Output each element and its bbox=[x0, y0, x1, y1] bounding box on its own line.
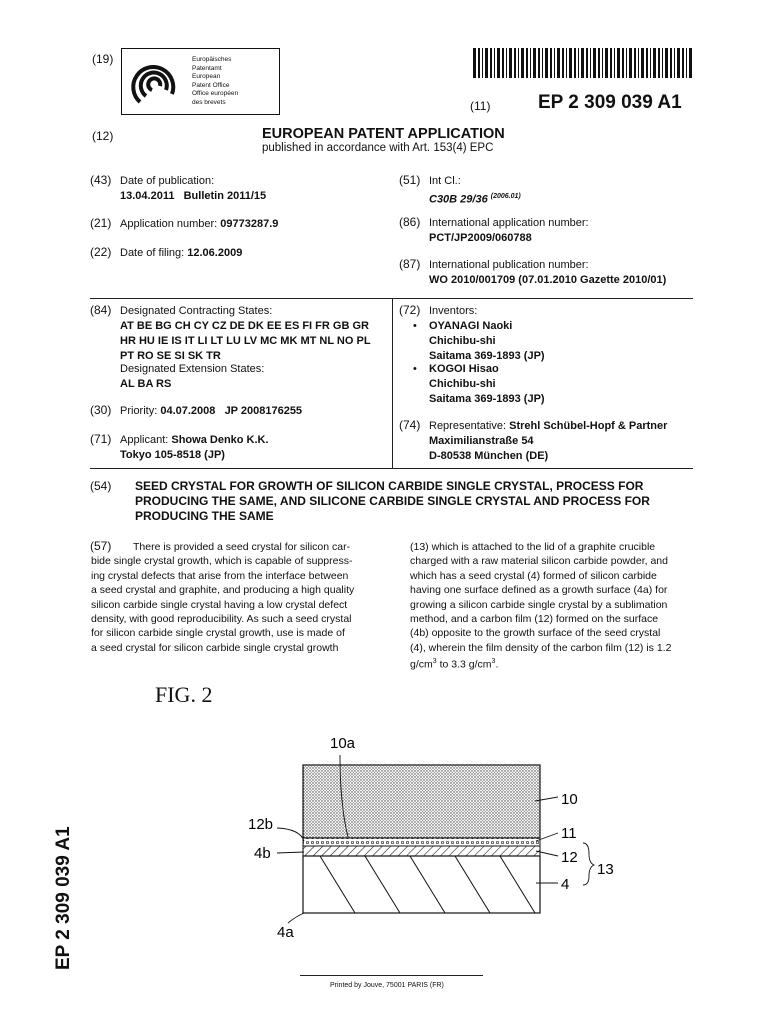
barcode-bar bbox=[622, 48, 624, 78]
representative: Representative: Strehl Schübel-Hopf & Partner bbox=[429, 420, 668, 432]
barcode-bar bbox=[598, 48, 600, 78]
epo-office-names: Europäisches Patentamt European Patent Office Office européen des brevets bbox=[192, 56, 239, 106]
designated-states-line-2: HR HU IE IS IT LI LT LU LV MC MK MT NL NO PL bbox=[120, 335, 371, 347]
barcode-bar bbox=[526, 48, 528, 78]
designated-states-line-3: PT RO SE SI SK TR bbox=[120, 350, 221, 362]
inid-11: (11) bbox=[470, 99, 491, 113]
application-number: Application number: 09773287.9 bbox=[120, 218, 279, 230]
invention-title: SEED CRYSTAL FOR GROWTH OF SILICON CARBIDE SINGLE CRYSTAL, PROCESS FOR PRODUCING THE SAME, AND SILICONE CARBIDE SINGLE CRYSTAL AND PROCESS FOR PRODUCING THE SAME bbox=[135, 479, 650, 523]
barcode-bar bbox=[473, 48, 476, 78]
filing-date: Date of filing: 12.06.2009 bbox=[120, 247, 243, 259]
inid-54: (54) bbox=[90, 479, 112, 493]
side-publication-number: EP 2 309 039 A1 bbox=[53, 826, 74, 970]
inid-57: (57) bbox=[90, 539, 112, 553]
inid-71: (71) bbox=[90, 432, 112, 446]
document-subtitle: published in accordance with Art. 153(4) EPC bbox=[262, 142, 494, 154]
abstract-right-column: (13) which is attached to the lid of a graphite crucible charged with a raw material silicon carbide powder, and which has a seed crystal (4) formed of silicon carbide having one surface defined as a growth surface (4a) for growing a silicon carbide single crystal by a sublimation method, and a carbon film (12) formed on the surface (4b) opposite to the growth surface of the seed crystal (4), wherein the film density of the carbon film (12) is 1.2 $g/cm^3$ to 3.3 $g/cm^3$. bbox=[410, 540, 695, 672]
barcode-bar bbox=[569, 48, 572, 78]
publication-number: EP 2 309 039 A1 bbox=[538, 92, 682, 113]
barcode-bar bbox=[610, 48, 612, 78]
inventor-address: Saitama 369-1893 (JP) bbox=[429, 393, 545, 405]
barcode-bar bbox=[665, 48, 668, 78]
barcode-bar bbox=[578, 48, 579, 78]
barcode-bar bbox=[634, 48, 636, 78]
inid-74: (74) bbox=[399, 418, 421, 432]
barcode-bar bbox=[538, 48, 540, 78]
inventor-name: KOGOI Hisao bbox=[429, 363, 499, 375]
barcode bbox=[473, 48, 693, 78]
barcode-bar bbox=[542, 48, 543, 78]
barcode-bar bbox=[554, 48, 555, 78]
applicant: Applicant: Showa Denko K.K. bbox=[120, 434, 269, 446]
inid-51: (51) bbox=[399, 173, 421, 187]
ref-12b: 12b bbox=[248, 816, 274, 833]
barcode-bar bbox=[614, 48, 615, 78]
representative-city: D-80538 München (DE) bbox=[429, 450, 549, 462]
printer-note: Printed by Jouve, 75001 PARIS (FR) bbox=[330, 982, 444, 989]
inid-43: (43) bbox=[90, 173, 112, 187]
barcode-bar bbox=[638, 48, 639, 78]
figure-2-diagram bbox=[240, 725, 640, 950]
barcode-bar bbox=[502, 48, 504, 78]
barcode-bar bbox=[617, 48, 620, 78]
barcode-bar bbox=[506, 48, 507, 78]
barcode-bar bbox=[593, 48, 596, 78]
inventor-address: Saitama 369-1893 (JP) bbox=[429, 350, 545, 362]
inid-84: (84) bbox=[90, 303, 112, 317]
barcode-bar bbox=[518, 48, 519, 78]
inid-21: (21) bbox=[90, 216, 112, 230]
barcode-bar bbox=[478, 48, 480, 78]
ref-13: 13 bbox=[597, 861, 614, 878]
inid-87: (87) bbox=[399, 257, 421, 271]
ref-4: 4 bbox=[561, 876, 570, 893]
extension-states: AL BA RS bbox=[120, 378, 172, 390]
barcode-bar bbox=[514, 48, 516, 78]
barcode-bar bbox=[605, 48, 608, 78]
footer-divider bbox=[300, 975, 483, 976]
inventor-city: Chichibu-shi bbox=[429, 335, 496, 347]
barcode-bar bbox=[653, 48, 656, 78]
designated-states-line-1: AT BE BG CH CY CZ DE DK EE ES FI FR GB GR bbox=[120, 320, 369, 332]
barcode-bar bbox=[482, 48, 483, 78]
intl-publication-number: WO 2010/001709 (07.01.2010 Gazette 2010/01) bbox=[429, 274, 667, 286]
barcode-bar bbox=[574, 48, 576, 78]
figure-label: FIG. 2 bbox=[155, 682, 213, 707]
barcode-bar bbox=[557, 48, 560, 78]
barcode-bar bbox=[550, 48, 552, 78]
ref-11: 11 bbox=[561, 825, 577, 842]
barcode-bar bbox=[521, 48, 524, 78]
inid-30: (30) bbox=[90, 403, 112, 417]
inventor-city: Chichibu-shi bbox=[429, 378, 496, 390]
barcode-bar bbox=[682, 48, 684, 78]
barcode-bar bbox=[650, 48, 651, 78]
epo-logo-box bbox=[121, 48, 280, 115]
barcode-bar bbox=[494, 48, 495, 78]
publication-date-label: Date of publication: bbox=[120, 175, 215, 187]
barcode-bar bbox=[533, 48, 536, 78]
barcode-bar bbox=[485, 48, 488, 78]
intl-application-label: International application number: bbox=[429, 217, 589, 229]
ref-12: 12 bbox=[561, 849, 578, 866]
document-type: EUROPEAN PATENT APPLICATION bbox=[262, 126, 505, 142]
priority: Priority: 04.07.2008 JP 2008176255 bbox=[120, 405, 303, 417]
barcode-bar bbox=[674, 48, 675, 78]
barcode-bar bbox=[497, 48, 500, 78]
designated-states-label: Designated Contracting States: bbox=[120, 305, 273, 317]
barcode-bar bbox=[590, 48, 591, 78]
abstract-last-line: $g/cm^3$ to 3.3 $g/cm^3$. bbox=[410, 658, 499, 671]
carbon-film-layer-12 bbox=[303, 846, 540, 856]
ref-10: 10 bbox=[561, 791, 578, 808]
representative-street: Maximilianstraße 54 bbox=[429, 435, 534, 447]
seed-crystal-layer-4 bbox=[303, 856, 540, 913]
barcode-bar bbox=[641, 48, 644, 78]
barcode-bar bbox=[566, 48, 567, 78]
barcode-bar bbox=[586, 48, 588, 78]
barcode-bar bbox=[562, 48, 564, 78]
extension-states-label: Designated Extension States: bbox=[120, 363, 265, 375]
int-cl-value: C30B 29/36 $^{(2006.01)}$ bbox=[429, 193, 521, 206]
divider-bottom bbox=[90, 468, 693, 469]
ref-10a: 10a bbox=[330, 735, 356, 752]
applicant-address: Tokyo 105-8518 (JP) bbox=[120, 449, 225, 461]
inid-19: (19) bbox=[92, 52, 114, 66]
publication-date: 13.04.2011 Bulletin 2011/15 bbox=[120, 190, 267, 202]
inventors-label: Inventors: bbox=[429, 305, 478, 317]
divider-vertical bbox=[392, 298, 393, 468]
epo-logo-icon bbox=[128, 54, 184, 110]
inventor-bullet: • bbox=[413, 363, 417, 375]
barcode-bar bbox=[490, 48, 492, 78]
ref-4a: 4a bbox=[277, 924, 294, 941]
int-cl-label: Int Cl.: bbox=[429, 175, 461, 187]
barcode-bar bbox=[629, 48, 632, 78]
inid-12: (12) bbox=[92, 129, 114, 143]
inid-72: (72) bbox=[399, 303, 421, 317]
inventor-bullet: • bbox=[413, 320, 417, 332]
ref-4b: 4b bbox=[254, 845, 271, 862]
barcode-bar bbox=[686, 48, 687, 78]
barcode-bar bbox=[677, 48, 680, 78]
graphite-lid-layer-10 bbox=[303, 765, 540, 838]
barcode-bar bbox=[545, 48, 548, 78]
intl-application-number: PCT/JP2009/060788 bbox=[429, 232, 532, 244]
inid-22: (22) bbox=[90, 245, 112, 259]
inventor-name: OYANAGI Naoki bbox=[429, 320, 513, 332]
inid-86: (86) bbox=[399, 215, 421, 229]
intl-publication-label: International publication number: bbox=[429, 259, 589, 271]
barcode-bar bbox=[509, 48, 512, 78]
barcode-bar bbox=[658, 48, 660, 78]
barcode-bar bbox=[530, 48, 531, 78]
barcode-bar bbox=[689, 48, 692, 78]
barcode-bar bbox=[581, 48, 584, 78]
barcode-bar bbox=[670, 48, 672, 78]
barcode-bar bbox=[662, 48, 663, 78]
barcode-bar bbox=[626, 48, 627, 78]
abstract-left-column: There is provided a seed crystal for silicon car- bide single crystal growth, which is capable of suppress- ing crystal defects that arise from the interface between a seed crystal and graphite, and producing a high quality silicon carbide single crystal having a low crystal defect density, with good reproducibility. As such a seed crystal for silicon carbide single crystal growth, use is made of a seed crystal for silicon carbide single crystal growth bbox=[91, 541, 355, 654]
barcode-bar bbox=[646, 48, 648, 78]
barcode-bar bbox=[602, 48, 603, 78]
adhesive-layer-11 bbox=[303, 838, 540, 846]
